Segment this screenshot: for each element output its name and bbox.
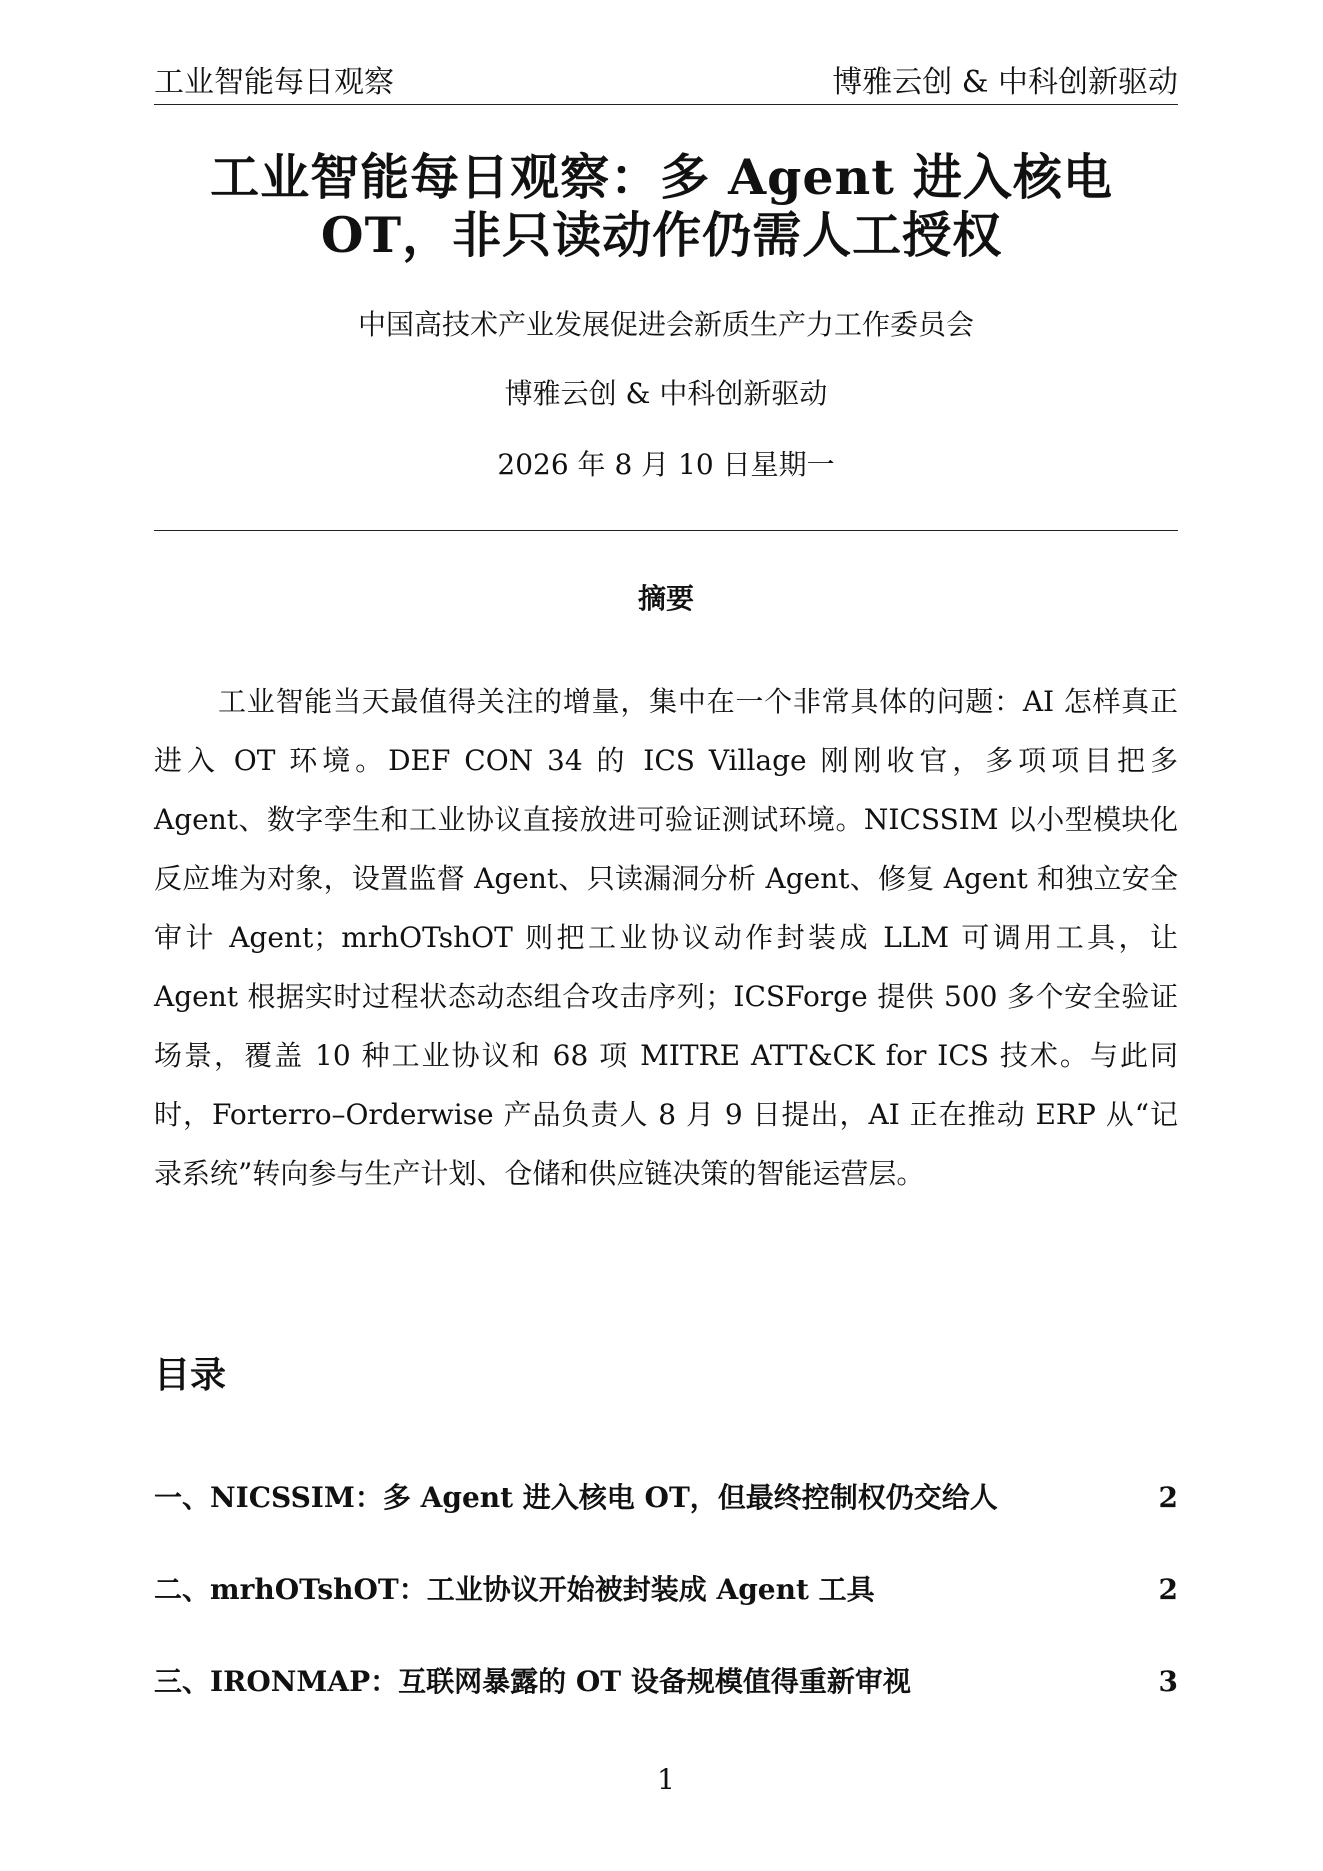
toc-item-page: 2: [1158, 1481, 1178, 1514]
toc-item-label: 二、mrhOTshOT：工业协议开始被封装成 Agent 工具: [154, 1573, 875, 1606]
toc-item-label: 三、IRONMAP：互联网暴露的 OT 设备规模值得重新审视: [154, 1665, 911, 1698]
table-of-contents: [154, 1480, 1178, 1756]
toc-item[interactable]: [154, 1480, 1178, 1572]
toc-item-page: 2: [1158, 1573, 1178, 1606]
abstract-body: 工业智能当天最值得关注的增量，集中在一个非常具体的问题：AI 怎样真正进入 OT 环境。DEF CON 34 的 ICS Village 刚刚收官，多项项目把多 Agent、数字孪生和工业协议直接放进可验证测试环境。NICSSIM 以小型模块化反应堆为对象，设置监督 Agent、只读漏洞分析 Agent、修复 Agent 和独立安全审计 Agent；mrhOTshOT 则把工业协议动作封装成 LLM 可调用工具，让 Agent 根据实时过程状态动态组合攻击序列；ICSForge 提供 500 多个安全验证场景，覆盖 10 种工业协议和 68 项 MITRE ATT&CK for ICS 技术。与此同时，Forterro–Orderwise 产品负责人 8 月 9 日提出，AI 正在推动 ERP 从“记录系统”转向参与生产计划、仓储和供应链决策的智能运营层。: [154, 685, 1178, 1190]
page-number: 1: [657, 1763, 675, 1796]
toc-heading: 目录: [154, 1354, 227, 1396]
title-divider: [154, 530, 1178, 531]
author: 博雅云创 & 中科创新驱动: [504, 377, 828, 410]
header-left-title: 工业智能每日观察: [154, 65, 394, 100]
toc-item-page: 3: [1158, 1665, 1178, 1698]
header-right-publisher: 博雅云创 & 中科创新驱动: [832, 65, 1178, 100]
toc-item-label: 一、NICSSIM：多 Agent 进入核电 OT，但最终控制权仍交给人: [154, 1481, 998, 1514]
document-title: [120, 148, 1203, 264]
publication-date: 2026 年 8 月 10 日星期一: [497, 448, 835, 481]
title-line-1: 工业智能每日观察：多 Agent 进入核电: [210, 148, 1113, 206]
toc-item[interactable]: [154, 1572, 1178, 1664]
abstract-heading: 摘要: [637, 582, 694, 615]
title-line-2: OT，非只读动作仍需人工授权: [320, 206, 1003, 264]
toc-item[interactable]: [154, 1664, 1178, 1756]
organization: 中国高技术产业发展促进会新质生产力工作委员会: [357, 308, 974, 341]
running-header: [154, 62, 1178, 105]
